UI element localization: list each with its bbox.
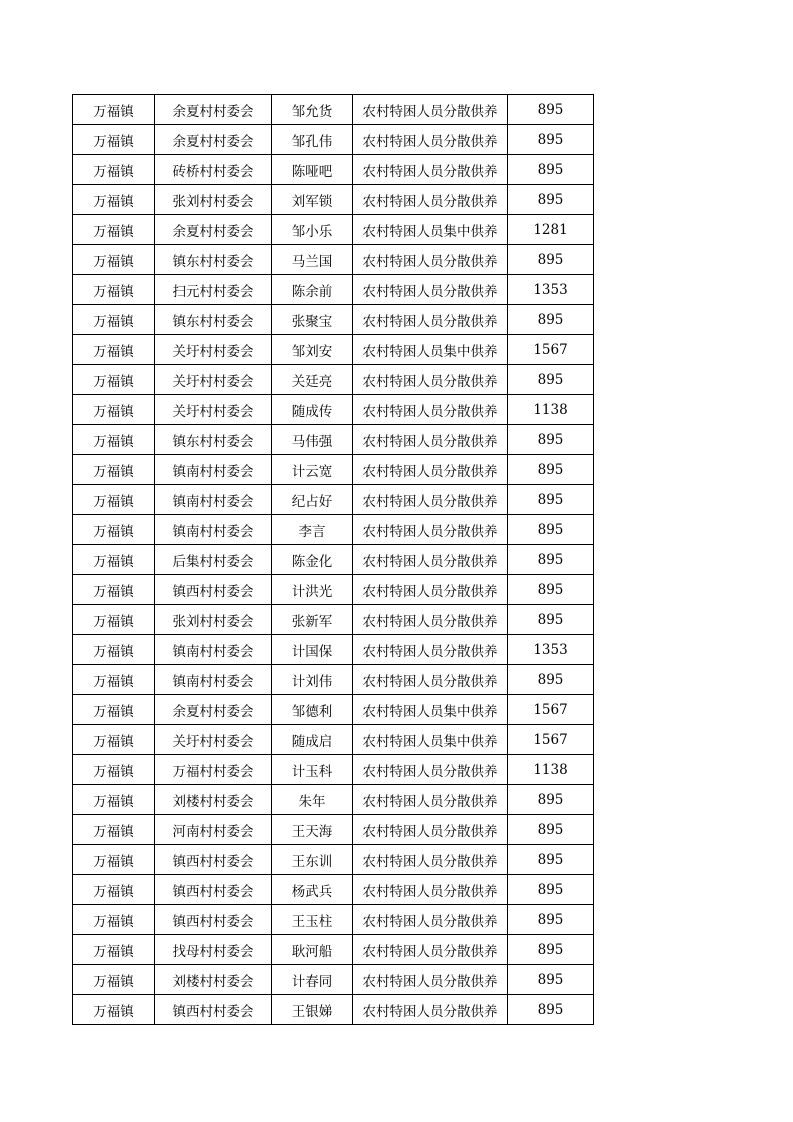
person-name-cell: 杨武兵 [272, 875, 353, 905]
person-name-cell: 邹德利 [272, 695, 353, 725]
person-name-cell: 王玉柱 [272, 905, 353, 935]
support-type-cell: 农村特困人员分散供养 [353, 305, 508, 335]
town-cell: 万福镇 [73, 335, 155, 365]
person-name-cell: 邹小乐 [272, 215, 353, 245]
table-row [73, 935, 594, 965]
amount-cell: 1353 [508, 275, 594, 305]
person-name-cell: 马伟强 [272, 425, 353, 455]
amount-cell: 895 [508, 935, 594, 965]
table-row [73, 635, 594, 665]
amount-cell: 1567 [508, 335, 594, 365]
village-cell: 关圩村村委会 [155, 365, 272, 395]
amount-cell: 1567 [508, 725, 594, 755]
person-name-cell: 陈金化 [272, 545, 353, 575]
support-type-cell: 农村特困人员分散供养 [353, 425, 508, 455]
village-cell: 万福村村委会 [155, 755, 272, 785]
table-row [73, 905, 594, 935]
roster-body [73, 95, 594, 1025]
town-cell: 万福镇 [73, 935, 155, 965]
town-cell: 万福镇 [73, 185, 155, 215]
village-cell: 镇西村村委会 [155, 575, 272, 605]
support-type-cell: 农村特困人员分散供养 [353, 245, 508, 275]
table-row [73, 125, 594, 155]
support-type-cell: 农村特困人员分散供养 [353, 605, 508, 635]
support-type-cell: 农村特困人员分散供养 [353, 515, 508, 545]
village-cell: 余夏村村委会 [155, 215, 272, 245]
village-cell: 镇东村村委会 [155, 245, 272, 275]
person-name-cell: 刘军锁 [272, 185, 353, 215]
amount-cell: 895 [508, 125, 594, 155]
town-cell: 万福镇 [73, 305, 155, 335]
village-cell: 刘楼村村委会 [155, 965, 272, 995]
table-row [73, 875, 594, 905]
village-cell: 镇西村村委会 [155, 995, 272, 1025]
person-name-cell: 朱年 [272, 785, 353, 815]
village-cell: 镇西村村委会 [155, 875, 272, 905]
support-type-cell: 农村特困人员分散供养 [353, 755, 508, 785]
amount-cell: 1567 [508, 695, 594, 725]
village-cell: 镇西村村委会 [155, 905, 272, 935]
person-name-cell: 纪占好 [272, 485, 353, 515]
amount-cell: 895 [508, 155, 594, 185]
table-row [73, 995, 594, 1025]
support-type-cell: 农村特困人员集中供养 [353, 695, 508, 725]
village-cell: 镇西村村委会 [155, 845, 272, 875]
town-cell: 万福镇 [73, 905, 155, 935]
support-type-cell: 农村特困人员分散供养 [353, 485, 508, 515]
amount-cell: 895 [508, 815, 594, 845]
person-name-cell: 马兰国 [272, 245, 353, 275]
support-type-cell: 农村特困人员分散供养 [353, 845, 508, 875]
town-cell: 万福镇 [73, 665, 155, 695]
table-row [73, 515, 594, 545]
person-name-cell: 计玉科 [272, 755, 353, 785]
table-row [73, 155, 594, 185]
town-cell: 万福镇 [73, 695, 155, 725]
table-row [73, 365, 594, 395]
table-row [73, 335, 594, 365]
town-cell: 万福镇 [73, 815, 155, 845]
town-cell: 万福镇 [73, 635, 155, 665]
support-type-cell: 农村特困人员集中供养 [353, 215, 508, 245]
amount-cell: 895 [508, 95, 594, 125]
town-cell: 万福镇 [73, 245, 155, 275]
person-name-cell: 张新军 [272, 605, 353, 635]
table-row [73, 575, 594, 605]
support-type-cell: 农村特困人员分散供养 [353, 875, 508, 905]
amount-cell: 1138 [508, 395, 594, 425]
person-name-cell: 耿河船 [272, 935, 353, 965]
village-cell: 镇南村村委会 [155, 485, 272, 515]
amount-cell: 895 [508, 995, 594, 1025]
town-cell: 万福镇 [73, 875, 155, 905]
support-type-cell: 农村特困人员分散供养 [353, 545, 508, 575]
table-row [73, 845, 594, 875]
amount-cell: 895 [508, 965, 594, 995]
person-name-cell: 关廷亮 [272, 365, 353, 395]
town-cell: 万福镇 [73, 545, 155, 575]
town-cell: 万福镇 [73, 485, 155, 515]
village-cell: 关圩村村委会 [155, 335, 272, 365]
support-type-cell: 农村特困人员分散供养 [353, 155, 508, 185]
village-cell: 砖桥村村委会 [155, 155, 272, 185]
support-type-cell: 农村特困人员集中供养 [353, 725, 508, 755]
table-row [73, 215, 594, 245]
person-name-cell: 计春同 [272, 965, 353, 995]
table-row [73, 785, 594, 815]
person-name-cell: 王东训 [272, 845, 353, 875]
amount-cell: 895 [508, 545, 594, 575]
person-name-cell: 王天海 [272, 815, 353, 845]
support-type-cell: 农村特困人员分散供养 [353, 935, 508, 965]
town-cell: 万福镇 [73, 845, 155, 875]
village-cell: 镇东村村委会 [155, 425, 272, 455]
support-roster-table [72, 94, 594, 1025]
village-cell: 张刘村村委会 [155, 185, 272, 215]
person-name-cell: 邹孔伟 [272, 125, 353, 155]
table-row [73, 275, 594, 305]
person-name-cell: 随成传 [272, 395, 353, 425]
support-type-cell: 农村特困人员分散供养 [353, 965, 508, 995]
support-type-cell: 农村特困人员分散供养 [353, 365, 508, 395]
village-cell: 余夏村村委会 [155, 95, 272, 125]
town-cell: 万福镇 [73, 365, 155, 395]
village-cell: 余夏村村委会 [155, 125, 272, 155]
person-name-cell: 李言 [272, 515, 353, 545]
table-row [73, 425, 594, 455]
person-name-cell: 计洪光 [272, 575, 353, 605]
village-cell: 扫元村村委会 [155, 275, 272, 305]
support-type-cell: 农村特困人员分散供养 [353, 275, 508, 305]
person-name-cell: 随成启 [272, 725, 353, 755]
support-type-cell: 农村特困人员分散供养 [353, 395, 508, 425]
village-cell: 镇南村村委会 [155, 635, 272, 665]
amount-cell: 895 [508, 185, 594, 215]
support-type-cell: 农村特困人员分散供养 [353, 95, 508, 125]
amount-cell: 895 [508, 305, 594, 335]
town-cell: 万福镇 [73, 965, 155, 995]
person-name-cell: 计刘伟 [272, 665, 353, 695]
village-cell: 后集村村委会 [155, 545, 272, 575]
table-row [73, 665, 594, 695]
person-name-cell: 计云宽 [272, 455, 353, 485]
support-type-cell: 农村特困人员分散供养 [353, 995, 508, 1025]
support-type-cell: 农村特困人员集中供养 [353, 335, 508, 365]
village-cell: 镇南村村委会 [155, 665, 272, 695]
table-row [73, 185, 594, 215]
village-cell: 镇南村村委会 [155, 515, 272, 545]
village-cell: 余夏村村委会 [155, 695, 272, 725]
support-type-cell: 农村特困人员分散供养 [353, 575, 508, 605]
table-row [73, 95, 594, 125]
table-row [73, 755, 594, 785]
village-cell: 河南村村委会 [155, 815, 272, 845]
amount-cell: 895 [508, 365, 594, 395]
amount-cell: 1138 [508, 755, 594, 785]
table-row [73, 395, 594, 425]
town-cell: 万福镇 [73, 725, 155, 755]
town-cell: 万福镇 [73, 95, 155, 125]
person-name-cell: 陈余前 [272, 275, 353, 305]
person-name-cell: 计国保 [272, 635, 353, 665]
town-cell: 万福镇 [73, 425, 155, 455]
village-cell: 找母村村委会 [155, 935, 272, 965]
person-name-cell: 邹允货 [272, 95, 353, 125]
amount-cell: 895 [508, 245, 594, 275]
table-row [73, 545, 594, 575]
table-row [73, 245, 594, 275]
town-cell: 万福镇 [73, 605, 155, 635]
table-row [73, 605, 594, 635]
amount-cell: 895 [508, 875, 594, 905]
person-name-cell: 陈哑吧 [272, 155, 353, 185]
support-type-cell: 农村特困人员分散供养 [353, 815, 508, 845]
town-cell: 万福镇 [73, 455, 155, 485]
town-cell: 万福镇 [73, 275, 155, 305]
amount-cell: 895 [508, 575, 594, 605]
village-cell: 镇东村村委会 [155, 305, 272, 335]
support-type-cell: 农村特困人员分散供养 [353, 185, 508, 215]
amount-cell: 895 [508, 605, 594, 635]
table-row [73, 695, 594, 725]
town-cell: 万福镇 [73, 575, 155, 605]
person-name-cell: 张聚宝 [272, 305, 353, 335]
amount-cell: 1353 [508, 635, 594, 665]
support-type-cell: 农村特困人员分散供养 [353, 665, 508, 695]
village-cell: 关圩村村委会 [155, 725, 272, 755]
table-row [73, 815, 594, 845]
support-type-cell: 农村特困人员分散供养 [353, 785, 508, 815]
amount-cell: 895 [508, 425, 594, 455]
town-cell: 万福镇 [73, 125, 155, 155]
table-row [73, 455, 594, 485]
amount-cell: 895 [508, 485, 594, 515]
amount-cell: 1281 [508, 215, 594, 245]
town-cell: 万福镇 [73, 215, 155, 245]
support-type-cell: 农村特困人员分散供养 [353, 455, 508, 485]
town-cell: 万福镇 [73, 395, 155, 425]
amount-cell: 895 [508, 455, 594, 485]
town-cell: 万福镇 [73, 515, 155, 545]
table-row [73, 305, 594, 335]
town-cell: 万福镇 [73, 995, 155, 1025]
person-name-cell: 王银娣 [272, 995, 353, 1025]
village-cell: 关圩村村委会 [155, 395, 272, 425]
person-name-cell: 邹刘安 [272, 335, 353, 365]
amount-cell: 895 [508, 785, 594, 815]
town-cell: 万福镇 [73, 155, 155, 185]
amount-cell: 895 [508, 515, 594, 545]
amount-cell: 895 [508, 665, 594, 695]
amount-cell: 895 [508, 905, 594, 935]
amount-cell: 895 [508, 845, 594, 875]
village-cell: 镇南村村委会 [155, 455, 272, 485]
table-row [73, 485, 594, 515]
table-row [73, 725, 594, 755]
village-cell: 张刘村村委会 [155, 605, 272, 635]
village-cell: 刘楼村村委会 [155, 785, 272, 815]
town-cell: 万福镇 [73, 785, 155, 815]
table-row [73, 965, 594, 995]
town-cell: 万福镇 [73, 755, 155, 785]
support-type-cell: 农村特困人员分散供养 [353, 905, 508, 935]
support-type-cell: 农村特困人员分散供养 [353, 125, 508, 155]
support-type-cell: 农村特困人员分散供养 [353, 635, 508, 665]
